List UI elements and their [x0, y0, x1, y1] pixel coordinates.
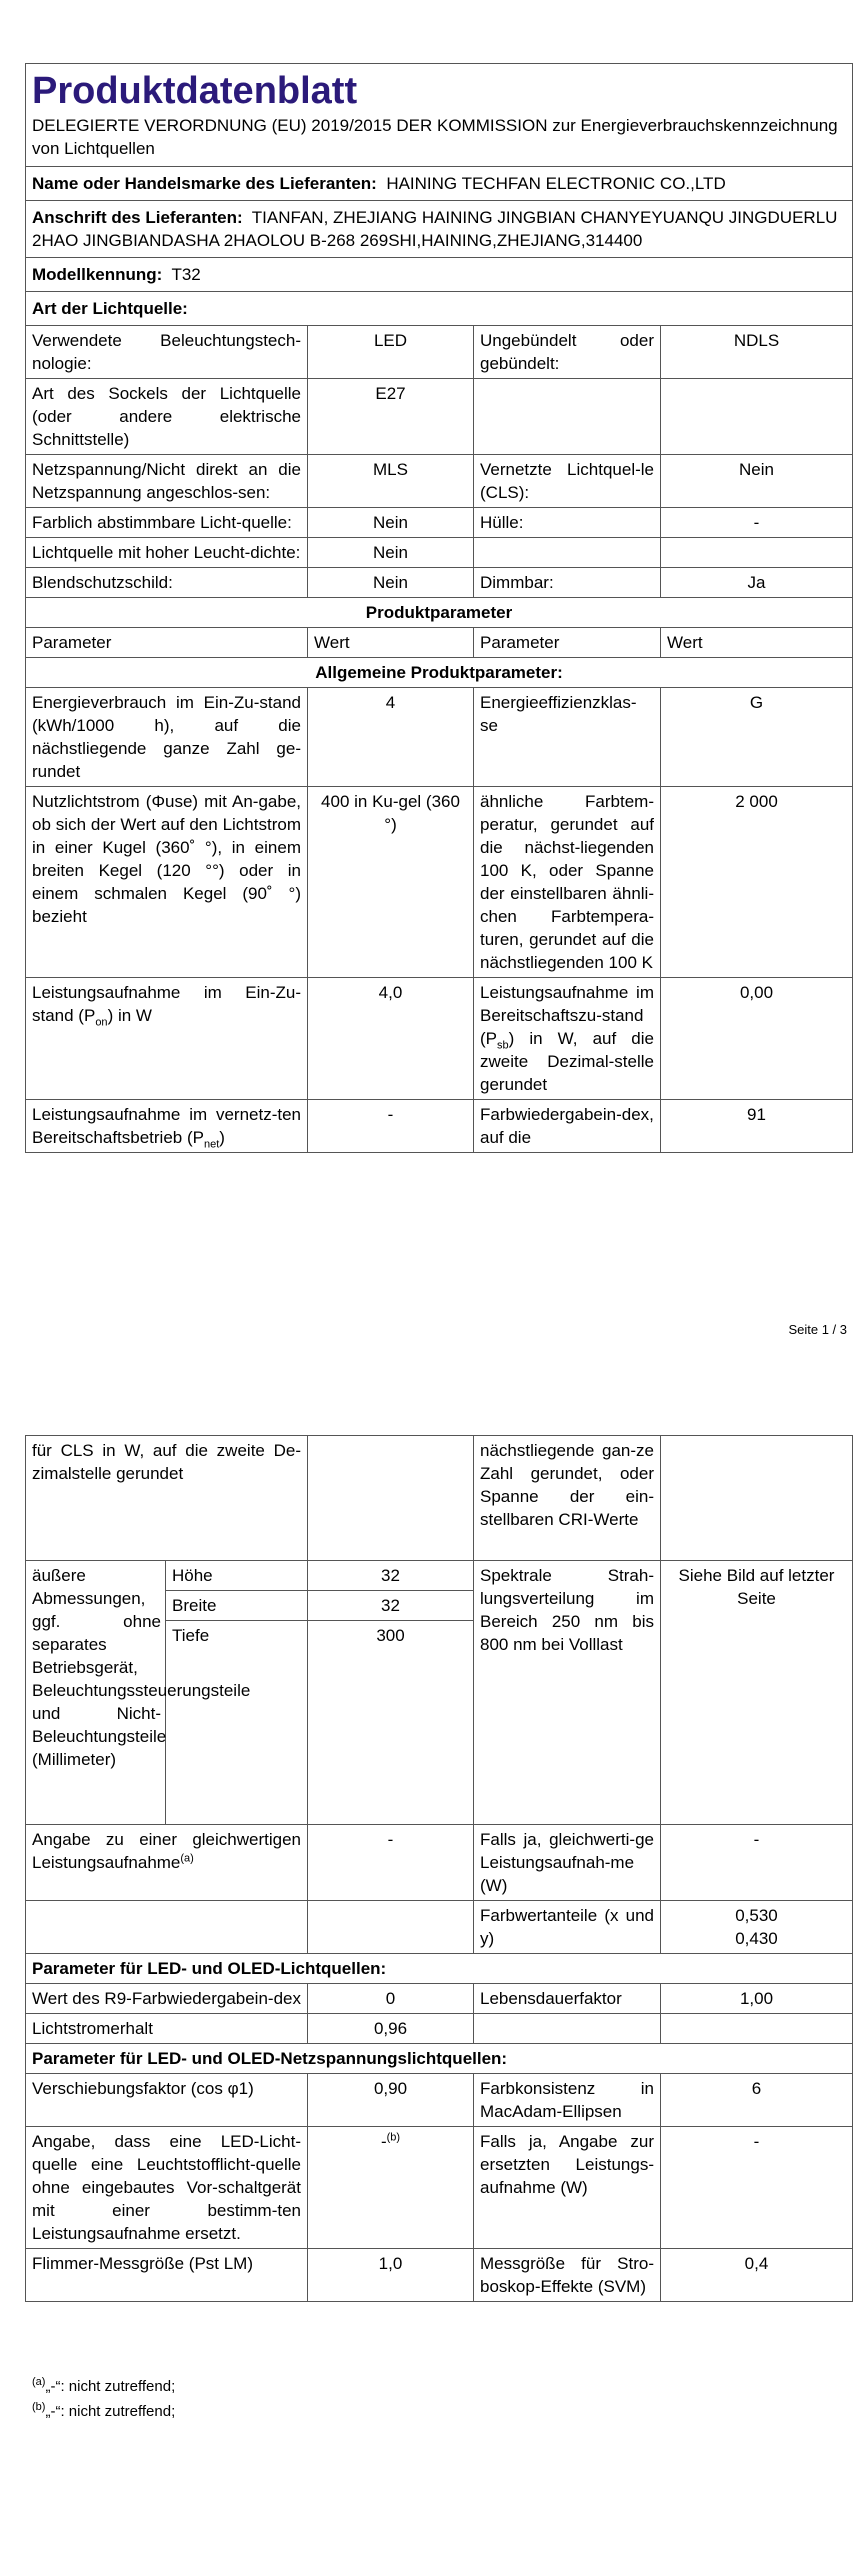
table-row [26, 1561, 853, 1591]
dimension-value: 300 [308, 1621, 474, 1825]
param-label: Hülle: [474, 508, 661, 538]
param-value: 0,530 0,430 [661, 1901, 853, 1954]
param-value: -$^{(b)}$ [308, 2127, 474, 2249]
param-value: Nein [308, 568, 474, 598]
param-label: Netzspannung/Nicht direkt an die Netzspannung angeschlos-sen: [26, 455, 308, 508]
section-heading-row [26, 2044, 853, 2074]
param-label: Farbwertanteile (x und y) [474, 1901, 661, 1954]
param-label: Blendschutzschild: [26, 568, 308, 598]
param-label [474, 379, 661, 455]
table-row [26, 787, 853, 978]
table-row [26, 568, 853, 598]
param-label: Verschiebungsfaktor (cos φ1) [26, 2074, 308, 2127]
section-heading-row [26, 292, 853, 326]
column-header: Wert [308, 628, 474, 658]
param-value: - [661, 2127, 853, 2249]
param-label: Falls ja, Angabe zur ersetzten Leistungs-aufnahme (W) [474, 2127, 661, 2249]
param-value: 0,90 [308, 2074, 474, 2127]
dimensions-label: äußere Abmessungen, ggf. ohne separates Betriebsgerät, Beleuchtungssteuerungsteile und Nicht-Beleuchtungsteile (Millimeter) [26, 1561, 166, 1825]
address-label: Anschrift des Lieferanten: [32, 208, 243, 227]
table-row [26, 538, 853, 568]
model-value: T32 [171, 265, 201, 284]
page-2 [0, 1435, 864, 2302]
param-label: Vernetzte Lichtquel-le (CLS): [474, 455, 661, 508]
param-value: 0,96 [308, 2014, 474, 2044]
dimension-name: Höhe [166, 1561, 308, 1591]
param-value [661, 538, 853, 568]
param-label: Flimmer-Messgröße (Pst LM) [26, 2249, 308, 2302]
net-heading: Parameter für LED- und OLED-Netzspannungslichtquellen: [26, 2044, 853, 2074]
section-heading-row [26, 658, 853, 688]
param-label: Leistungsaufnahme im Ein-Zu-stand $(P_{on})$ in W [26, 978, 308, 1100]
art-heading: Art der Lichtquelle: [26, 292, 853, 326]
param-value: - [308, 1100, 474, 1153]
table-row [26, 1901, 853, 1954]
led-heading: Parameter für LED- und OLED-Lichtquellen: [26, 1954, 853, 1984]
param-value: 1,0 [308, 2249, 474, 2302]
param-label: Nutzlichtstrom (Φuse) mit An-gabe, ob sich der Wert auf den Lichtstrom in einer Kugel (360˚ °), in einem breiten Kegel (120 °°) oder in einem schmalen Kegel (90˚ °) bezieht [26, 787, 308, 978]
param-label: nächstliegende gan-ze Zahl gerundet, oder Spanne der ein-stellbaren CRI-Werte [474, 1436, 661, 1561]
param-value: Nein [308, 538, 474, 568]
section-heading-row [26, 1954, 853, 1984]
param-value: 2 000 [661, 787, 853, 978]
footnote-a: $^{(a)}$„-“: nicht zutreffend; [32, 2376, 176, 2395]
table-row [26, 2014, 853, 2044]
param-label: Angabe zu einer gleichwertigen Leistungsaufnahme$^{(a)}$ [26, 1825, 308, 1901]
param-value: - [308, 1825, 474, 1901]
table-row [26, 2074, 853, 2127]
param-label: Energieverbrauch im Ein-Zu-stand (kWh/1000 h), auf die nächstliegende ganze Zahl ge-rundet [26, 688, 308, 787]
param-value: 0 [308, 1984, 474, 2014]
table-row [26, 688, 853, 787]
column-header-row [26, 628, 853, 658]
param-value: 400 in Ku-gel (360 °) [308, 787, 474, 978]
param-value: MLS [308, 455, 474, 508]
param-label: Farbwiedergabein-dex, auf die [474, 1100, 661, 1153]
param-label: Wert des R9-Farbwiedergabein-dex [26, 1984, 308, 2014]
param-value: 0,4 [661, 2249, 853, 2302]
param-label: Ungebündelt oder gebündelt: [474, 326, 661, 379]
param-label: Dimmbar: [474, 568, 661, 598]
param-value: - [661, 508, 853, 538]
param-label [474, 538, 661, 568]
column-header: Parameter [26, 628, 308, 658]
param-value: 4 [308, 688, 474, 787]
page-number: Seite 1 / 3 [788, 1322, 847, 1337]
table-row [26, 1436, 853, 1561]
param-value: 6 [661, 2074, 853, 2127]
general-heading: Allgemeine Produktparameter: [26, 658, 853, 688]
address-value: TIANFAN, ZHEJIANG HAINING JINGBIAN CHANYEYUANQU JINGDUERLU 2HAO JINGBIANDASHA 2HAOLOU B-268 269SHI,HAINING,ZHEJIANG,314400 [32, 208, 838, 250]
param-label: Energieeffizienzklas-se [474, 688, 661, 787]
table-row [26, 326, 853, 379]
table-row [26, 2127, 853, 2249]
dimension-value: 32 [308, 1561, 474, 1591]
table-row [26, 455, 853, 508]
param-label: für CLS in W, auf die zweite De-zimalstelle gerundet [26, 1436, 308, 1561]
param-label: Farbkonsistenz in MacAdam-Ellipsen [474, 2074, 661, 2127]
param-value: E27 [308, 379, 474, 455]
table-row [26, 1825, 853, 1901]
param-label: ähnliche Farbtem-peratur, gerundet auf die nächst-liegenden 100 K, oder Spanne der einstellbaren ähnli-chen Farbtempera-turen, gerundet auf die nächstliegenden 100 K [474, 787, 661, 978]
regulation-subtitle: DELEGIERTE VERORDNUNG (EU) 2019/2015 DER KOMMISSION zur Energieverbrauchskennzeichnung von Lichtquellen [32, 116, 838, 158]
param-label: Farblich abstimmbare Licht-quelle: [26, 508, 308, 538]
param-value: Siehe Bild auf letzter Seite [661, 1561, 853, 1825]
param-label: Leistungsaufnahme im Bereitschaftszu-stand $(P_{sb})$ in W, auf die zweite Dezimal-stelle gerundet [474, 978, 661, 1100]
param-label: Spektrale Strah-lungsverteilung im Bereich 250 nm bis 800 nm bei Volllast [474, 1561, 661, 1825]
dimension-name: Breite [166, 1591, 308, 1621]
param-label: Angabe, dass eine LED-Licht-quelle eine Leuchtstofflicht-quelle ohne eingebautes Vor-schaltgerät mit einer bestimm-ten Leistungsaufnahme ersetzt. [26, 2127, 308, 2249]
table-row [26, 2249, 853, 2302]
column-header: Wert [661, 628, 853, 658]
model-row [26, 258, 853, 292]
param-label: Messgröße für Stro-boskop-Effekte (SVM) [474, 2249, 661, 2302]
param-value: Nein [308, 508, 474, 538]
supplier-value: HAINING TECHFAN ELECTRONIC CO.,LTD [386, 174, 726, 193]
footnotes [32, 2374, 175, 2424]
param-label: Art des Sockels der Lichtquelle (oder andere elektrische Schnittstelle) [26, 379, 308, 455]
supplier-label: Name oder Handelsmarke des Lieferanten: [32, 174, 377, 193]
param-label: Lebensdauerfaktor [474, 1984, 661, 2014]
table-row [26, 508, 853, 538]
page-title: Produktdatenblatt [32, 70, 358, 112]
param-value [661, 379, 853, 455]
param-value: 4,0 [308, 978, 474, 1100]
param-value: 1,00 [661, 1984, 853, 2014]
param-value: G [661, 688, 853, 787]
param-value: NDLS [661, 326, 853, 379]
param-label: Lichtstromerhalt [26, 2014, 308, 2044]
param-value: 0,00 [661, 978, 853, 1100]
footnote-b: $^{(b)}$„-“: nicht zutreffend; [32, 2401, 176, 2420]
supplier-row [26, 167, 853, 201]
param-label: Verwendete Beleuchtungstech-nologie: [26, 326, 308, 379]
dimension-name: Tiefe [166, 1621, 308, 1825]
table-row [26, 1984, 853, 2014]
param-value: 91 [661, 1100, 853, 1153]
table-row [26, 1100, 853, 1153]
datasheet-table-page-1 [25, 63, 853, 1153]
param-label: Lichtquelle mit hoher Leucht-dichte: [26, 538, 308, 568]
datasheet-table-page-2 [25, 1435, 853, 2302]
param-label: Leistungsaufnahme im vernetz-ten Bereitschaftsbetrieb $(P_{net})$ [26, 1100, 308, 1153]
model-label: Modellkennung: [32, 265, 163, 284]
section-heading-row [26, 598, 853, 628]
param-value: Ja [661, 568, 853, 598]
table-row [26, 978, 853, 1100]
page-1 [0, 63, 864, 1153]
param-value: LED [308, 326, 474, 379]
param-label: Falls ja, gleichwerti-ge Leistungsaufnah-me (W) [474, 1825, 661, 1901]
produkt-heading: Produktparameter [26, 598, 853, 628]
param-value: - [661, 1825, 853, 1901]
table-row [26, 379, 853, 455]
param-value: Nein [661, 455, 853, 508]
address-row [26, 201, 853, 258]
header-row [26, 64, 853, 167]
dimension-value: 32 [308, 1591, 474, 1621]
column-header: Parameter [474, 628, 661, 658]
